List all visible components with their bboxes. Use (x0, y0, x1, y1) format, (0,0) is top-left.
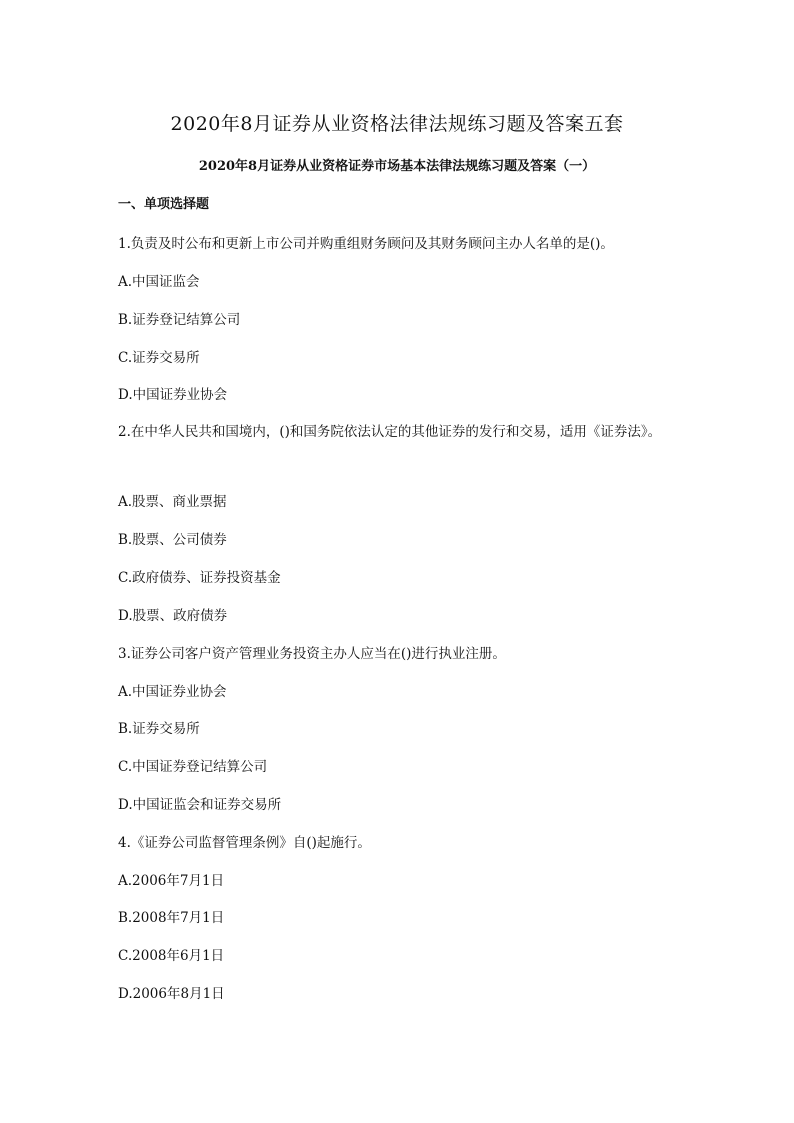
question-4-option-b: B.2008年7月1日 (118, 910, 225, 926)
question-2-option-b: B.股票、公司债券 (118, 532, 227, 548)
question-3-option-a: A.中国证券业协会 (118, 684, 227, 700)
question-4-option-c: C.2008年6月1日 (118, 948, 225, 964)
question-3-option-c: C.中国证券登记结算公司 (118, 759, 268, 775)
question-2-option-d: D.股票、政府债券 (118, 608, 228, 624)
question-4-stem: 4.《证券公司监督管理条例》自()起施行。 (118, 835, 371, 851)
question-1-option-b: B.证券登记结算公司 (118, 312, 241, 328)
document-title: 2020年8月证券从业资格法律法规练习题及答案五套 (170, 113, 624, 135)
question-4-option-a: A.2006年7月1日 (118, 873, 225, 889)
section-heading: 一、单项选择题 (118, 197, 210, 212)
question-1-option-c: C.证券交易所 (118, 350, 200, 366)
question-2-option-c: C.政府债券、证券投资基金 (118, 570, 281, 586)
question-3-option-d: D.中国证监会和证券交易所 (118, 797, 282, 813)
question-2-stem: 2.在中华人民共和国境内，()和国务院依法认定的其他证券的发行和交易，适用《证券法》。 (118, 424, 662, 440)
document-subtitle: 2020年8月证券从业资格证券市场基本法律法规练习题及答案（一） (198, 159, 596, 174)
question-1-stem: 1.负责及时公布和更新上市公司并购重组财务顾问及其财务顾问主办人名单的是()。 (118, 236, 614, 252)
question-3-stem: 3.证券公司客户资产管理业务投资主办人应当在()进行执业注册。 (118, 646, 506, 662)
question-4-option-d: D.2006年8月1日 (118, 986, 225, 1002)
question-1-option-a: A.中国证监会 (118, 274, 200, 290)
question-2-option-a: A.股票、商业票据 (118, 494, 227, 510)
question-3-option-b: B.证券交易所 (118, 721, 200, 737)
question-1-option-d: D.中国证券业协会 (118, 387, 228, 403)
